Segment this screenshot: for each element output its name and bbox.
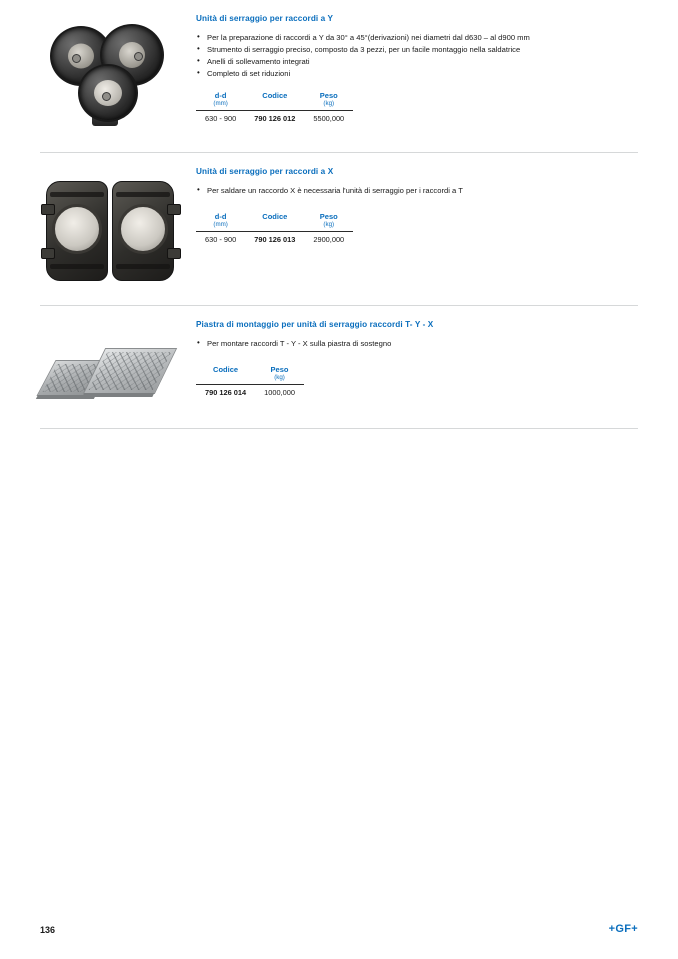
cell-weight: 1000,000 xyxy=(264,388,295,397)
unit-weight: (kg) xyxy=(304,221,353,232)
cell-weight: 2900,000 xyxy=(313,235,345,244)
table-row xyxy=(196,232,353,245)
table-unit-row xyxy=(196,100,353,111)
product-entry xyxy=(40,0,638,152)
product-image-cell xyxy=(40,320,190,414)
column-header-code: Codice xyxy=(262,91,288,100)
table-header-row xyxy=(196,212,353,221)
spec-table xyxy=(196,212,353,244)
brand-logo: +GF+ xyxy=(608,923,638,935)
product-title: Unità di serraggio per raccordi a X xyxy=(196,167,334,176)
unit-dd: (mm) xyxy=(196,100,245,111)
spec-table-wrapper xyxy=(196,212,638,244)
spec-table-wrapper xyxy=(196,365,638,397)
feature-list xyxy=(196,32,638,79)
product-entry xyxy=(40,306,638,428)
page-footer xyxy=(40,923,638,935)
product-title: Piastra di montaggio per unità di serraggio raccordi T- Y - X xyxy=(196,320,434,329)
spec-table-wrapper xyxy=(196,91,638,123)
unit-dd: (mm) xyxy=(196,221,245,232)
unit-weight: (kg) xyxy=(304,100,353,111)
table-row xyxy=(196,111,353,124)
column-header-weight: Peso xyxy=(319,91,338,100)
list-item: • Strumento di serraggio preciso, composto da 3 pezzi, per un facile montaggio nella saldatrice xyxy=(196,44,638,55)
table-unit-row xyxy=(196,374,304,385)
list-item: • Anelli di sollevamento integrati xyxy=(196,56,638,67)
column-header-weight: Peso xyxy=(270,365,289,374)
spec-table xyxy=(196,365,304,397)
page-number: 136 xyxy=(40,925,56,935)
table-header-row xyxy=(196,365,304,374)
unit-code xyxy=(245,221,304,232)
list-item: • Per la preparazione di raccordi a Y da 30° a 45°(derivazioni) nei diametri dal d630 – al d900 mm xyxy=(196,32,638,43)
cell-code: 790 126 012 xyxy=(254,114,296,123)
list-item: • Completo di set riduzioni xyxy=(196,68,638,79)
product-info-cell xyxy=(190,14,638,123)
product-image-cell xyxy=(40,167,190,291)
column-header-weight: Peso xyxy=(319,212,338,221)
y-clamping-unit-photo xyxy=(40,18,180,138)
feature-list xyxy=(196,185,638,196)
cell-code: 790 126 013 xyxy=(254,235,296,244)
list-item: • Per saldare un raccordo X è necessaria l'unità di serraggio per i raccordi a T xyxy=(196,185,638,196)
table-row xyxy=(196,385,304,398)
cell-dd: 630 - 900 xyxy=(205,235,237,244)
product-title: Unità di serraggio per raccordi a Y xyxy=(196,14,334,23)
spec-table xyxy=(196,91,353,123)
unit-code xyxy=(245,100,304,111)
cell-dd: 630 - 900 xyxy=(205,114,237,123)
table-unit-row xyxy=(196,221,353,232)
mounting-plate-photo xyxy=(40,324,180,414)
product-info-cell xyxy=(190,167,638,244)
cell-weight: 5500,000 xyxy=(313,114,345,123)
cell-code: 790 126 014 xyxy=(205,388,247,397)
column-header-dd: d-d xyxy=(214,212,227,221)
section-divider xyxy=(40,428,638,429)
unit-code xyxy=(196,374,255,385)
product-image-cell xyxy=(40,14,190,138)
product-info-cell xyxy=(190,320,638,397)
feature-list xyxy=(196,338,638,349)
list-item: • Per montare raccordi T - Y - X sulla piastra di sostegno xyxy=(196,338,638,349)
table-header-row xyxy=(196,91,353,100)
column-header-code: Codice xyxy=(213,365,239,374)
column-header-code: Codice xyxy=(262,212,288,221)
x-clamping-unit-photo xyxy=(40,171,180,291)
column-header-dd: d-d xyxy=(214,91,227,100)
product-entry xyxy=(40,153,638,305)
unit-weight: (kg) xyxy=(255,374,304,385)
